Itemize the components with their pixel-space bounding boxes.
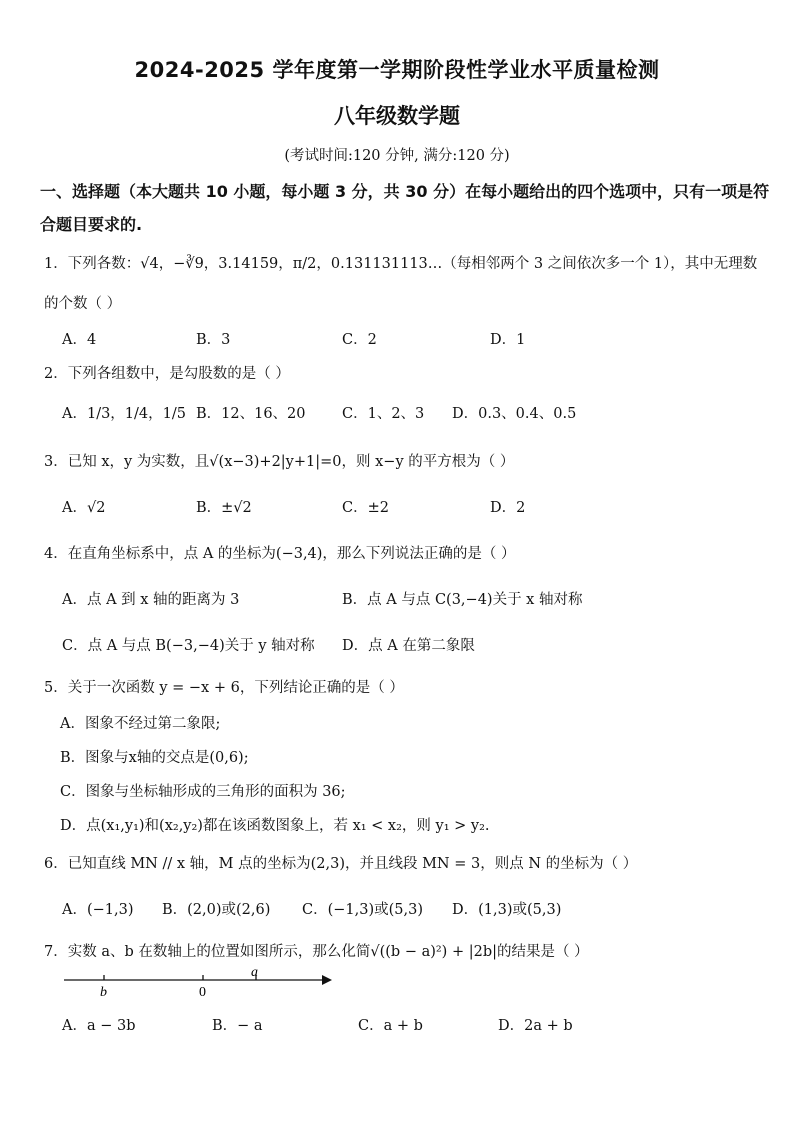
question-1-option-a[interactable]: A．4 (62, 332, 97, 348)
question-7-option-a[interactable]: A．a − 3b (62, 1018, 136, 1034)
exam-title: 2024-2025 学年度第一学期阶段性学业水平质量检测 (134, 58, 660, 82)
question-3-options (62, 496, 782, 520)
exam-subtitle: 八年级数学题 (334, 104, 460, 128)
question-1-option-c[interactable]: C．2 (342, 332, 377, 348)
question-2-stem: 2．下列各组数中，是勾股数的是（ ） (44, 366, 290, 382)
question-7-options (62, 1014, 782, 1038)
question-4-option-a[interactable]: A．点 A 到 x 轴的距离为 3 (62, 592, 240, 608)
question-2-option-b[interactable]: B．12、16、20 (196, 406, 306, 422)
label-a: a (251, 965, 258, 980)
question-4-option-b[interactable]: B．点 A 与点 C(3,−4)关于 x 轴对称 (342, 592, 583, 608)
question-3-option-c[interactable]: C．±2 (342, 500, 389, 516)
exam-info: (考试时间:120 分钟, 满分:120 分) (284, 148, 510, 164)
question-5-option-b[interactable]: B．图象与x轴的交点是(0,6); (60, 750, 249, 766)
question-2-option-a[interactable]: A．1/3，1/4，1/5 (62, 406, 186, 422)
number-line-arrow (322, 975, 332, 985)
question-6-options (62, 898, 782, 922)
question-7-option-b[interactable]: B．− a (212, 1018, 263, 1034)
section-heading: 一、选择题（本大题共 10 小题，每小题 3 分，共 30 分）在每小题给出的四个选项中，只有一项是符合题目要求的. (40, 182, 770, 234)
question-7-option-c[interactable]: C．a + b (358, 1018, 423, 1034)
question-4-options-row-1 (62, 588, 782, 612)
question-4-options-row-2 (62, 634, 782, 658)
question-2-option-c[interactable]: C．1、2、3 (342, 406, 425, 422)
question-4-stem: 4．在直角坐标系中，点 A 的坐标为(−3,4)，那么下列说法正确的是（ ） (44, 546, 516, 562)
number-line-svg (60, 962, 340, 998)
question-3-stem: 3．已知 x，y 为实数，且√(x−3)+2|y+1|=0，则 x−y 的平方根为（ ） (44, 454, 515, 470)
question-5-option-c[interactable]: C．图象与坐标轴形成的三角形的面积为 36; (60, 784, 346, 800)
question-5-stem: 5．关于一次函数 y = −x + 6，下列结论正确的是（ ） (44, 680, 404, 696)
label-b: b (100, 985, 107, 1000)
question-1-options (62, 328, 782, 352)
question-1-stem-continued: 的个数（ ） (44, 296, 122, 312)
question-5-option-a[interactable]: A．图象不经过第二象限; (60, 716, 221, 732)
question-7-option-d[interactable]: D．2a + b (498, 1018, 573, 1034)
question-6-stem: 6．已知直线 MN // x 轴，M 点的坐标为(2,3)，并且线段 MN = 3，则点 N 的坐标为（ ） (44, 856, 638, 872)
question-4-option-d[interactable]: D．点 A 在第二象限 (342, 638, 475, 654)
question-6-option-a[interactable]: A．(−1,3) (62, 902, 134, 918)
question-7-stem: 7．实数 a、b 在数轴上的位置如图所示，那么化简√((b − a)²) + |2b|的结果是（ ） (44, 944, 589, 960)
question-1-stem: 1．下列各数：√4，−∛9，3.14159，π/2，0.131131113…（每相邻两个 3 之间依次多一个 1），其中无理数 (44, 256, 758, 272)
question-6-option-b[interactable]: B．(2,0)或(2,6) (162, 902, 271, 918)
question-4-option-c[interactable]: C．点 A 与点 B(−3,−4)关于 y 轴对称 (62, 638, 315, 654)
question-1-option-d[interactable]: D．1 (490, 332, 526, 348)
label-zero: 0 (199, 985, 206, 1000)
question-1-option-b[interactable]: B．3 (196, 332, 231, 348)
question-6-option-c[interactable]: C．(−1,3)或(5,3) (302, 902, 423, 918)
question-3-option-d[interactable]: D．2 (490, 500, 526, 516)
question-5-option-d[interactable]: D．点(x₁,y₁)和(x₂,y₂)都在该函数图象上，若 x₁ < x₂，则 y₁ > y₂. (60, 818, 490, 834)
question-2-options (62, 402, 782, 426)
number-line-figure (60, 962, 340, 998)
question-6-option-d[interactable]: D．(1,3)或(5,3) (452, 902, 562, 918)
question-3-option-b[interactable]: B．±√2 (196, 500, 252, 516)
question-2-option-d[interactable]: D．0.3、0.4、0.5 (452, 406, 577, 422)
question-3-option-a[interactable]: A．√2 (62, 500, 106, 516)
